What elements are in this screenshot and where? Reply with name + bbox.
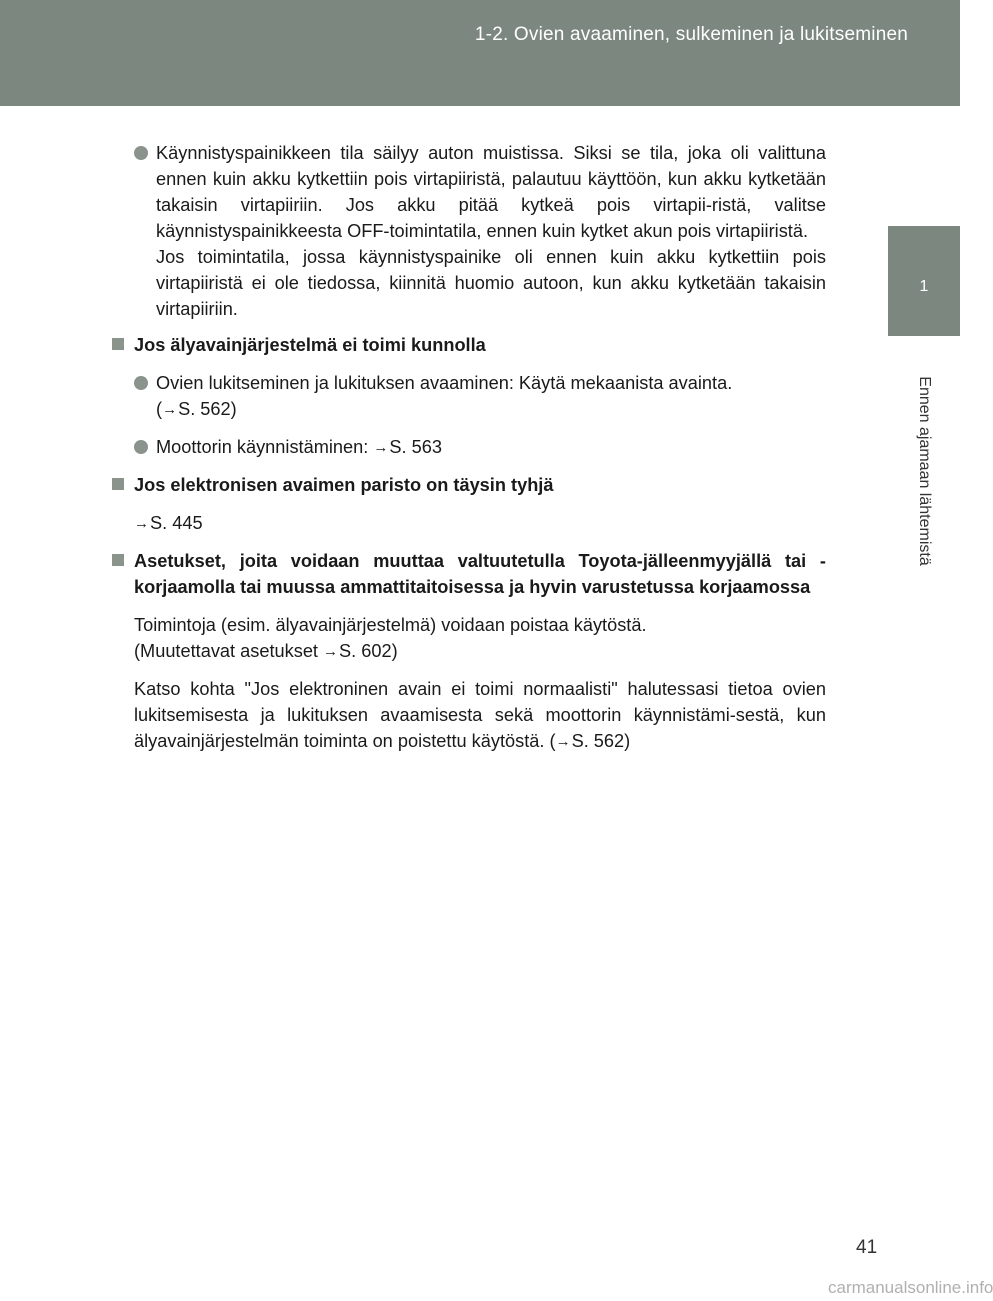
arrow-right-icon: → [323, 643, 339, 660]
chapter-label: Ennen ajamaan lähtemistä [916, 376, 933, 566]
section-settings [134, 548, 826, 756]
arrow-right-icon: → [162, 401, 178, 418]
section-heading: Jos älyavainjärjestelmä ei toimi kunnolla [134, 332, 826, 358]
page-number: 41 [856, 1237, 878, 1258]
page-reference: S. 445 [150, 513, 203, 533]
section-smart-key-fault [134, 332, 826, 462]
arrow-right-icon: → [134, 515, 149, 532]
page-header [0, 0, 960, 106]
arrow-right-icon: → [373, 439, 389, 456]
square-bullet-icon [112, 478, 124, 490]
page-reference: S. 562) [571, 731, 631, 751]
bullet-item-locking [134, 370, 826, 424]
chapter-number: 1 [919, 278, 929, 295]
watermark: carmanualsonline.info [828, 1278, 993, 1297]
bullet-item-memory [134, 140, 826, 322]
section-heading: Asetukset, joita voidaan muuttaa valtuutetulla Toyota-jälleenmyyjällä tai -korjaamolla tai muussa ammattitaitoisessa ja hyvin varustetussa korjaamossa [134, 548, 826, 600]
bullet-dot-icon [134, 440, 148, 454]
chapter-tab [888, 226, 960, 336]
paragraph: Moottorin käynnistäminen: →S. 563 [156, 437, 442, 457]
arrow-right-icon: → [555, 733, 571, 750]
paragraph [134, 510, 826, 538]
square-bullet-icon [112, 338, 124, 350]
paragraph: Käynnistyspainikkeen tila säilyy auton muistissa. Siksi se tila, joka oli valittuna ennen kuin akku kytkettiin pois virtapiiristä, palautuu käyttöön, kun akku kytketään takaisin virtapiiriin. Jos akku pitää kytkeä pois virtapii-ristä, valitse käynnistyspainikkeesta OFF-toimintatila, ennen kuin kytket akun pois virtapiiristä. [156, 143, 826, 241]
page-reference: S. 602) [339, 641, 398, 661]
page-reference: S. 562) [178, 399, 237, 419]
page-content [134, 140, 826, 756]
chapter-label-area [888, 336, 960, 606]
section-battery-empty [134, 472, 826, 538]
section-heading: Jos elektronisen avaimen paristo on täysin tyhjä [134, 472, 826, 498]
bullet-dot-icon [134, 146, 148, 160]
bullet-dot-icon [134, 376, 148, 390]
paragraph: Jos toimintatila, jossa käynnistyspainike oli ennen kuin akku kytkettiin pois virtapiiristä ei ole tiedossa, kiinnitä huomio autoon, kun akku kytketään takaisin virtapiiriin. [156, 247, 826, 319]
paragraph: Toimintoja (esim. älyavainjärjestelmä) voidaan poistaa käytöstä. (Muutettavat asetukset →S. 602) [134, 615, 647, 661]
paragraph: Ovien lukitseminen ja lukituksen avaaminen: Käytä mekaanista avainta. (→S. 562) [156, 373, 733, 419]
paragraph: Katso kohta "Jos elektroninen avain ei toimi normaalisti" halutessasi tietoa ovien lukitsemisesta ja lukituksen avaamisesta sekä moottorin käynnistämi-sestä, kun älyavainjärjestelmän toiminta on poistettu käytöstä. (→S. 562) [134, 679, 826, 751]
square-bullet-icon [112, 554, 124, 566]
page-reference: S. 563 [389, 437, 442, 457]
bullet-item-engine-start [134, 434, 826, 462]
section-title: 1-2. Ovien avaaminen, sulkeminen ja lukitseminen [474, 24, 908, 45]
